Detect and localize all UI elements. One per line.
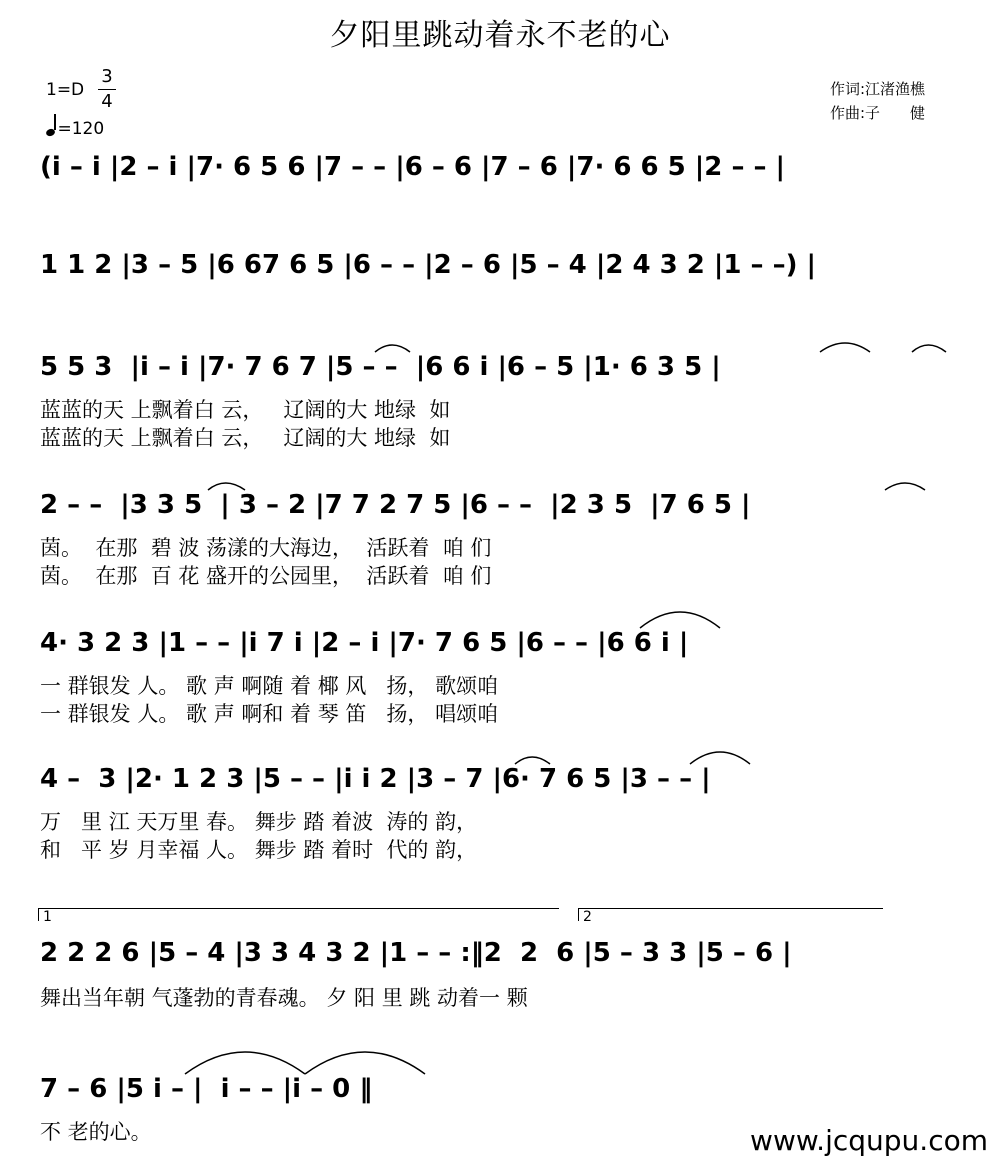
lyricist-credit: 作词:江渚渔樵 <box>830 80 926 98</box>
volta-number: 1 <box>43 909 52 925</box>
key-signature: 1=D <box>46 80 85 100</box>
slur-mark <box>515 757 550 764</box>
tempo-value: =120 <box>57 119 105 139</box>
time-signature-numerator: 3 <box>101 66 113 87</box>
lyrics-verse-1: 舞出当年朝 气蓬勃的青春魂。 夕 阳 里 跳 动着一 颗 <box>40 986 528 1010</box>
slur-mark <box>912 345 946 352</box>
notation-line: 5 5 3 |i – i |7· 7 6 7 |5 – – |6 6 i |6 – 5 |1· 6 3 5 | <box>40 352 721 382</box>
notation-line: 2 2 2 6 |5 – 4 |3 3 4 3 2 |1 – – :‖2 2 6 |5 – 3 3 |5 – 6 | <box>40 938 792 968</box>
slur-mark <box>208 483 245 490</box>
composer-credit: 作曲:子 健 <box>830 104 926 122</box>
lyrics-verse-1: 茵。 在那 碧 波 荡漾的大海边， 活跃着 咱 们 <box>40 536 492 560</box>
slur-mark <box>885 483 925 490</box>
notation-line: 4 – 3 |2· 1 2 3 |5 – – |i i 2 |3 – 7 |6· 7 6 5 |3 – – | <box>40 764 711 794</box>
lyrics-verse-1: 不 老的心。 <box>40 1120 152 1144</box>
tie-mark <box>305 1052 425 1074</box>
volta-number: 2 <box>583 909 592 925</box>
notation-line: 1 1 2 |3 – 5 |6 67 6 5 |6 – – |2 – 6 |5 – 4 |2 4 3 2 |1 – –) | <box>40 250 817 280</box>
notation-line: 2 – – |3 3 5 | 3 – 2 |7 7 2 7 5 |6 – – |2 3 5 |7 6 5 | <box>40 490 751 520</box>
lyrics-verse-1: 蓝蓝的天 上飘着白 云， 辽阔的大 地绿 如 <box>40 398 451 422</box>
notation-line: (i – i |2 – i |7· 6 5 6 |7 – – |6 – 6 |7 – 6 |7· 6 6 5 |2 – – | <box>40 152 786 182</box>
lyrics-verse-2: 和 平 岁 月幸福 人。 舞步 踏 着时 代的 韵， <box>40 838 478 862</box>
slur-mark <box>820 343 870 352</box>
lyrics-verse-2: 茵。 在那 百 花 盛开的公园里， 活跃着 咱 们 <box>40 564 492 588</box>
lyrics-verse-1: 万 里 江 天万里 春。 舞步 踏 着波 涛的 韵， <box>40 810 478 834</box>
watermark: www.jcqupu.com <box>750 1124 988 1157</box>
lyrics-verse-2: 一 群银发 人。 歌 声 啊和 着 琴 笛 扬， 唱颂咱 <box>40 702 499 726</box>
lyrics-verse-1: 一 群银发 人。 歌 声 啊随 着 椰 风 扬， 歌颂咱 <box>40 674 499 698</box>
lyrics-verse-2: 蓝蓝的天 上飘着白 云， 辽阔的大 地绿 如 <box>40 426 451 450</box>
time-signature-denominator: 4 <box>101 91 113 112</box>
slur-mark <box>375 345 410 352</box>
song-title: 夕阳里跳动着永不老的心 <box>329 18 671 53</box>
slur-mark <box>690 752 750 764</box>
slur-mark <box>640 612 720 628</box>
notation-line: 4· 3 2 3 |1 – – |i 7 i |2 – i |7· 7 6 5 |6 – – |6 6 i | <box>40 628 689 658</box>
notation-line: 7 – 6 |5 i – | i – – |i – 0 ‖ <box>40 1074 373 1104</box>
tie-mark <box>185 1052 305 1074</box>
